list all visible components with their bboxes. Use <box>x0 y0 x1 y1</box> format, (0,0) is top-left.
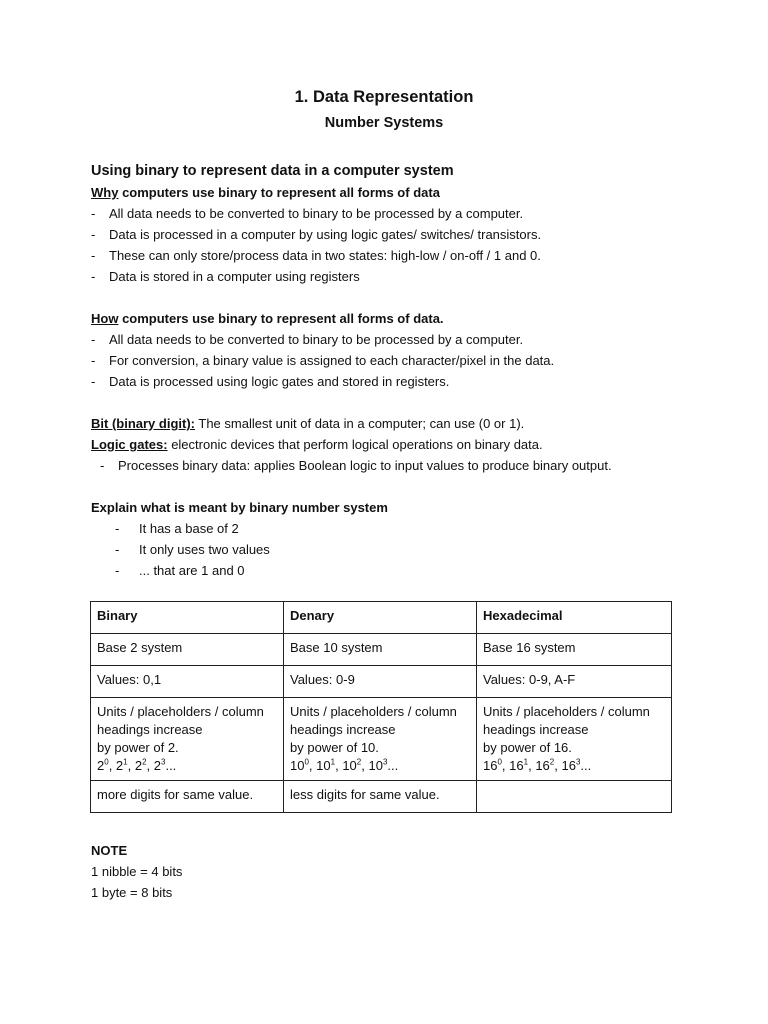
table-cell: more digits for same value. <box>91 781 284 813</box>
power-base: 10 <box>368 758 383 773</box>
how-bullet-text: For conversion, a binary value is assigned to each character/pixel in the data. <box>109 353 555 368</box>
power-separator: ... <box>580 758 592 773</box>
power-base: 16 <box>483 758 498 773</box>
logic-gates-definition <box>91 434 691 455</box>
units-text: Units / placeholders / column headings increase <box>483 704 650 737</box>
page-title: 1. Data Representation <box>294 88 474 106</box>
table-cell: Base 2 system <box>91 634 284 666</box>
units-text: Units / placeholders / column headings increase <box>97 704 264 737</box>
table-cell: Values: 0-9, A-F <box>477 666 672 698</box>
document-body <box>91 160 691 581</box>
why-bullet: - These can only store/process data in two states: high-low / on-off / 1 and 0. <box>91 248 541 263</box>
explain-heading: Explain what is meant by binary number system <box>91 500 388 515</box>
why-heading <box>91 182 691 203</box>
power-exponent: 2 <box>549 757 555 767</box>
how-heading <box>91 308 691 329</box>
why-bullet-text: These can only store/process data in two states: high-low / on-off / 1 and 0. <box>109 248 541 263</box>
units-text: Units / placeholders / column headings increase <box>290 704 457 737</box>
table-cell: Base 16 system <box>477 634 672 666</box>
table-row <box>91 666 672 698</box>
explain-bullet: - It has a base of 2 <box>115 521 239 536</box>
table-cell-units <box>477 698 672 781</box>
why-bullet-text: Data is stored in a computer using registers <box>109 269 360 284</box>
power-separator: , <box>528 758 536 773</box>
how-term: How <box>91 311 119 326</box>
table-cell <box>477 781 672 813</box>
note-line: 1 nibble = 4 bits <box>91 864 183 879</box>
power-exponent: 3 <box>382 757 388 767</box>
power-base: 16 <box>561 758 576 773</box>
power-base: 10 <box>290 758 305 773</box>
power-exponent: 2 <box>142 757 147 767</box>
powers-list <box>97 757 277 775</box>
table-header-row <box>91 602 672 634</box>
power-separator: , <box>554 758 562 773</box>
table-header-cell: Hexadecimal <box>477 602 672 634</box>
power-exponent: 0 <box>104 757 109 767</box>
power-exponent: 1 <box>330 757 336 767</box>
power-base: 2 <box>115 758 124 773</box>
how-bullet: - Data is processed using logic gates and stored in registers. <box>91 374 450 389</box>
explain-bullet-text: It only uses two values <box>139 542 270 557</box>
power-separator: , <box>335 758 343 773</box>
note-block <box>91 840 182 903</box>
power-base: 2 <box>97 758 105 773</box>
power-base: 2 <box>153 758 161 773</box>
explain-bullet-text: It has a base of 2 <box>139 521 239 536</box>
logic-gates-bullet: - Processes binary data: applies Boolean logic to input values to produce binary output. <box>100 458 612 473</box>
power-separator: , <box>127 758 135 773</box>
table-cell-units <box>284 698 477 781</box>
table-cell: Values: 0,1 <box>91 666 284 698</box>
powers-list <box>290 757 470 775</box>
table-cell: Base 10 system <box>284 634 477 666</box>
power-separator: , <box>146 758 154 773</box>
logic-gates-term: Logic gates: <box>91 437 168 452</box>
logic-gates-bullet-text: Processes binary data: applies Boolean logic to input values to produce binary output. <box>118 458 612 473</box>
bit-term: Bit (binary digit): <box>91 416 195 431</box>
power-base: 16 <box>509 758 524 773</box>
power-exponent: 3 <box>575 757 581 767</box>
units-power: by power of 10. <box>290 740 379 755</box>
bit-definition-text: The smallest unit of data in a computer; can use (0 or 1). <box>195 416 525 431</box>
power-separator: , <box>308 758 317 773</box>
power-separator: , <box>361 758 369 773</box>
table-header-cell: Binary <box>91 602 284 634</box>
why-term: Why <box>91 185 119 200</box>
note-heading: NOTE <box>91 843 128 858</box>
power-exponent: 0 <box>497 757 502 767</box>
power-base: 2 <box>134 758 143 773</box>
table-row <box>91 781 672 813</box>
number-systems-table <box>90 601 672 813</box>
explain-bullet: - It only uses two values <box>115 542 270 557</box>
why-bullet: - Data is processed in a computer by using logic gates/ switches/ transistors. <box>91 227 542 242</box>
power-base: 10 <box>342 758 357 773</box>
how-bullet-text: All data needs to be converted to binary to be processed by a computer. <box>109 332 524 347</box>
section-heading-binary-data: Using binary to represent data in a computer system <box>91 163 454 179</box>
power-exponent: 2 <box>356 757 362 767</box>
power-base: 16 <box>535 758 550 773</box>
bit-definition <box>91 413 691 434</box>
units-power: by power of 16. <box>483 740 572 755</box>
why-bullet: - All data needs to be converted to binary to be processed by a computer. <box>91 206 524 221</box>
table-cell: Values: 0-9 <box>284 666 477 698</box>
why-bullet-text: Data is processed in a computer by using logic gates/ switches/ transistors. <box>109 227 542 242</box>
table-cell: less digits for same value. <box>284 781 477 813</box>
powers-list <box>483 757 665 775</box>
power-base: 10 <box>316 758 331 773</box>
table-cell-units <box>91 698 284 781</box>
how-bullet-text: Data is processed using logic gates and stored in registers. <box>109 374 450 389</box>
how-heading-text: computers use binary to represent all forms of data. <box>118 311 444 326</box>
power-exponent: 1 <box>123 757 128 767</box>
why-heading-text: computers use binary to represent all forms of data <box>118 185 440 200</box>
logic-gates-definition-text: electronic devices that perform logical operations on binary data. <box>167 437 543 452</box>
why-bullet-text: All data needs to be converted to binary to be processed by a computer. <box>109 206 524 221</box>
how-bullet: - All data needs to be converted to binary to be processed by a computer. <box>91 332 524 347</box>
note-line: 1 byte = 8 bits <box>91 885 173 900</box>
page-subtitle: Number Systems <box>324 115 444 131</box>
power-exponent: 1 <box>523 757 529 767</box>
table-row <box>91 698 672 781</box>
table-header-cell: Denary <box>284 602 477 634</box>
power-exponent: 0 <box>304 757 309 767</box>
power-separator: ... <box>387 758 399 773</box>
how-bullet: - For conversion, a binary value is assigned to each character/pixel in the data. <box>91 353 555 368</box>
power-separator: , <box>108 758 116 773</box>
power-separator: ... <box>165 758 177 773</box>
table-row <box>91 634 672 666</box>
units-power: by power of 2. <box>97 740 179 755</box>
why-bullet: - Data is stored in a computer using registers <box>91 269 360 284</box>
power-separator: , <box>501 758 510 773</box>
power-exponent: 3 <box>161 757 166 767</box>
explain-bullet: - ... that are 1 and 0 <box>115 563 245 578</box>
explain-bullet-text: ... that are 1 and 0 <box>139 563 245 578</box>
